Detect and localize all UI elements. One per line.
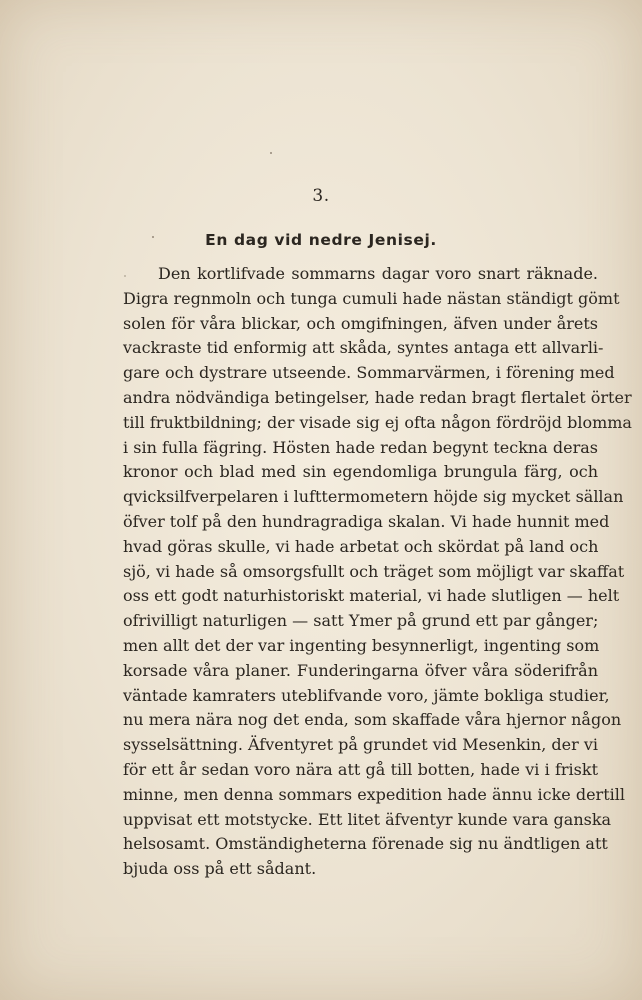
text-line: hvad göras skulle, vi hade arbetat och skördat på land och xyxy=(123,536,599,556)
text-line: i sin fulla fägring. Hösten hade redan begynt teckna deras xyxy=(123,437,598,457)
text-line: korsade våra planer. Funderingarna öfver våra söderifrån xyxy=(123,660,598,680)
text-line: Den kortlifvade sommarns dagar voro snart räknade. xyxy=(158,264,598,283)
paper-speck xyxy=(270,152,272,154)
text-line: vackraste tid enformig att skåda, syntes antaga ett allvarli- xyxy=(123,338,604,358)
text-line: öfver tolf på den hundragradiga skalan. Vi hade hunnit med xyxy=(123,511,610,531)
text-line: till fruktbildning; der visade sig ej ofta någon fördröjd blomma xyxy=(123,412,632,432)
text-line: qvicksilfverpelaren i lufttermometern höjde sig mycket sällan xyxy=(123,487,624,507)
text-line: helsosamt. Omständigheterna förenade sig nu ändtligen att xyxy=(123,834,608,854)
chapter-title: En dag vid nedre Jenisej. xyxy=(205,231,437,249)
text-line: sjö, vi hade så omsorgsfullt och träget som möjligt var skaffat xyxy=(123,561,625,581)
text-line: väntade kamraters uteblifvande voro, jämte bokliga studier, xyxy=(123,685,610,705)
text-line: men allt det der var ingenting besynnerligt, ingenting som xyxy=(123,635,600,655)
text-line: minne, men denna sommars expedition hade ännu icke dertill xyxy=(123,784,625,804)
text-line: gare och dystrare utseende. Sommarvärmen, i förening med xyxy=(123,363,615,383)
text-line: nu mera nära nog det enda, som skaffade våra hjernor någon xyxy=(123,710,622,730)
body-paragraph xyxy=(123,262,632,882)
text-line: bjuda oss på ett sådant. xyxy=(123,859,317,879)
text-line: oss ett godt naturhistoriskt material, vi hade slutligen — helt xyxy=(123,586,620,606)
chapter-number: 3. xyxy=(312,186,330,206)
text-line: uppvisat ett motstycke. Ett litet äfventyr kunde vara ganska xyxy=(123,809,612,829)
text-line: solen för våra blickar, och omgifningen, äfven under årets xyxy=(123,313,598,333)
text-line: ofrivilligt naturligen — satt Ymer på grund ett par gånger; xyxy=(123,611,599,631)
text-line: för ett år sedan voro nära att gå till botten, hade vi i friskt xyxy=(123,759,598,779)
text-line: andra nödvändiga betingelser, hade redan bragt flertalet örter xyxy=(123,387,632,407)
text-line: Digra regnmoln och tunga cumuli hade nästan ständigt gömt xyxy=(123,288,620,308)
text-line: sysselsättning. Äfventyret på grundet vid Mesenkin, der vi xyxy=(123,735,598,755)
text-line: kronor och blad med sin egendomliga brungula färg, och xyxy=(123,462,598,482)
